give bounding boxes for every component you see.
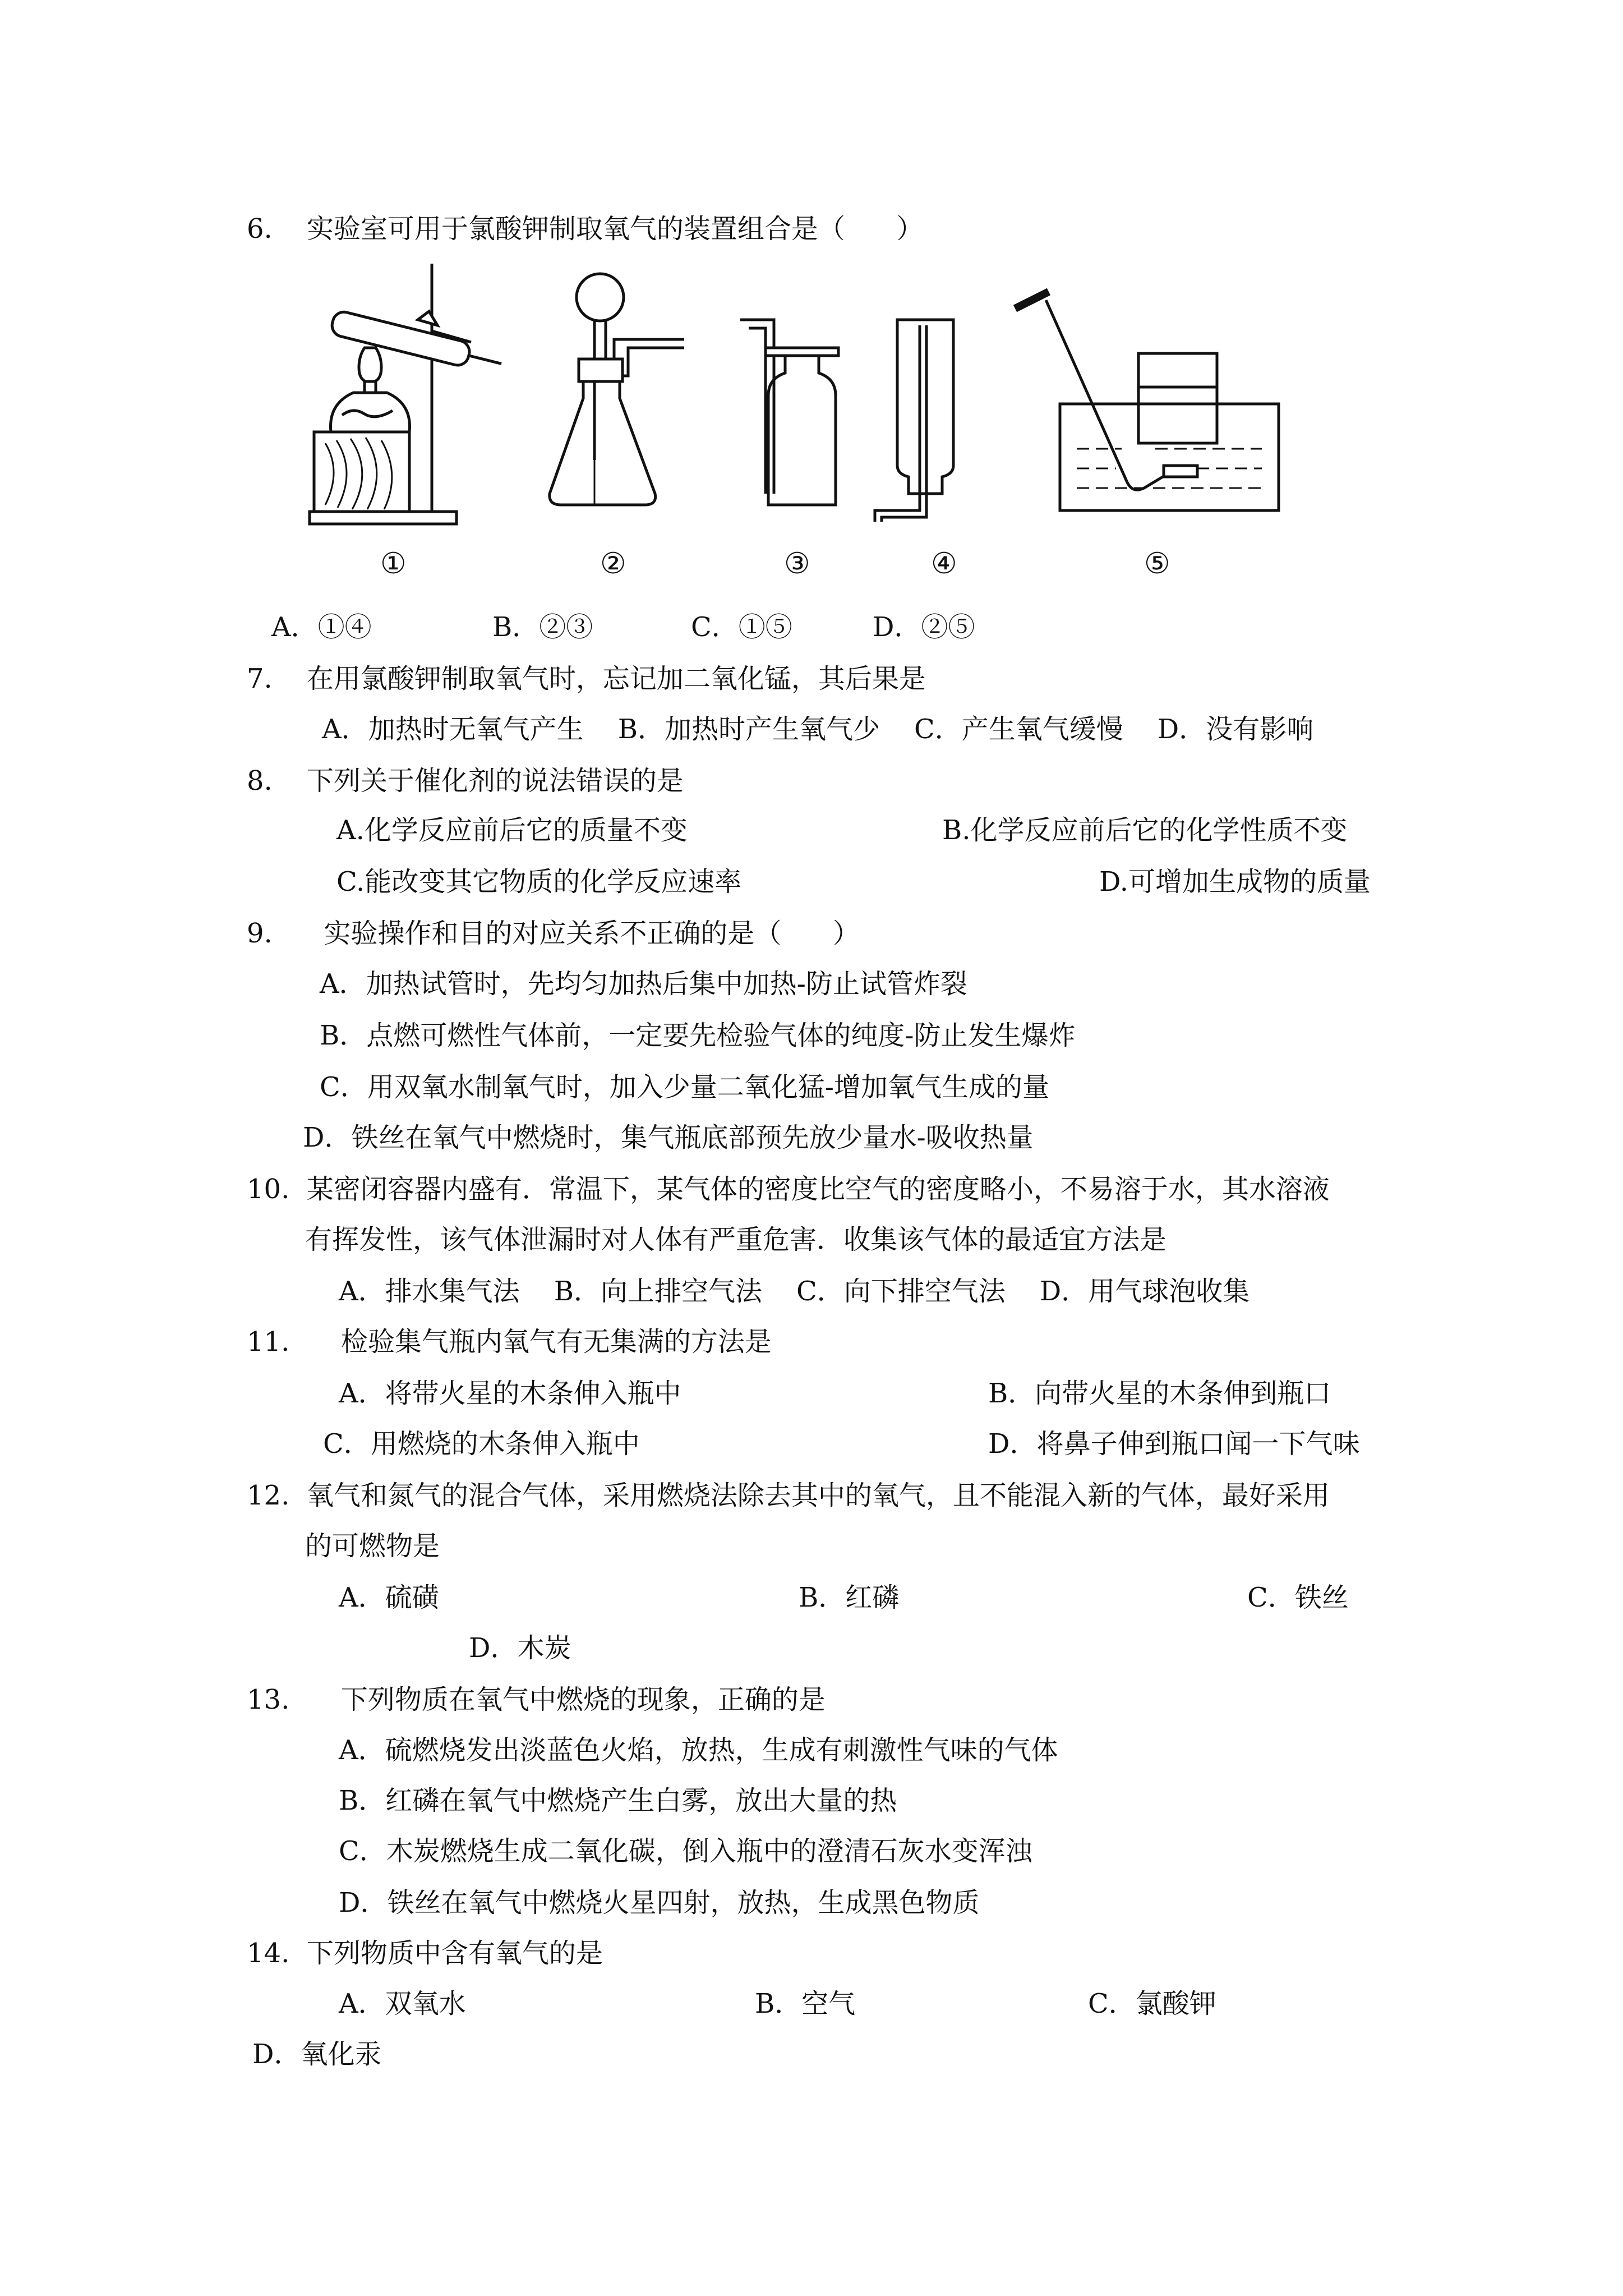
q6-option-d: D．②⑤ [873,611,975,643]
heating-apparatus-1 [310,264,504,524]
q10-options: A．排水集气法 B．向上排空气法 C．向下排空气法 D．用气球泡收集 [339,1276,1250,1307]
q10-stem-line1: 10. 某密闭容器内盛有．常温下，某气体的密度比空气的密度略小，不易溶于水，其水溶液 [247,1174,1330,1205]
inverted-bottle-apparatus-4 [875,320,953,522]
q10-stem-line2: 有挥发性，该气体泄漏时对人体有严重危害．收集该气体的最适宜方法是 [305,1224,1167,1255]
q9-option-a: A．加热试管时，先均匀加热后集中加热-防止试管炸裂 [320,968,967,1000]
q9-option-d: D．铁丝在氧气中燃烧时，集气瓶底部预先放少量水-吸收热量 [303,1122,1034,1153]
q11-option-c: C．用燃烧的木条伸入瓶中 [323,1428,640,1460]
q11-option-d: D．将鼻子伸到瓶口闻一下气味 [988,1428,1360,1460]
q12-option-a: A．硫磺 [339,1582,439,1613]
q6-option-c: C．①⑤ [691,611,792,643]
q13-stem: 13. 下列物质在氧气中燃烧的现象，正确的是 [247,1684,826,1715]
gas-bottle-apparatus-3 [740,320,838,505]
q14-option-b: B．空气 [755,1988,856,2019]
q14-option-a: A．双氧水 [339,1988,466,2019]
q9-stem: 9. 实验操作和目的对应关系不正确的是（ ） [247,918,860,949]
q12-stem-line2: 的可燃物是 [305,1530,440,1562]
q8-option-b: B.化学反应前后它的化学性质不变 [942,815,1348,846]
q7-stem: 7. 在用氯酸钾制取氧气时，忘记加二氧化锰，其后果是 [247,663,926,694]
q13-option-a: A．硫燃烧发出淡蓝色火焰，放热，生成有刺激性气味的气体 [339,1734,1058,1766]
figure-label-5: ⑤ [1144,547,1170,581]
apparatus-figure [303,258,1290,539]
q12-stem-line1: 12. 氧气和氮气的混合气体，采用燃烧法除去其中的氧气，且不能混入新的气体，最好采用 [247,1480,1330,1511]
q13-option-c: C．木炭燃烧生成二氧化碳，倒入瓶中的澄清石灰水变浑浊 [339,1835,1032,1867]
figure-label-2: ② [600,547,626,581]
q12-option-b: B．红磷 [799,1582,900,1613]
figure-label-4: ④ [931,547,957,581]
q9-option-c: C．用双氧水制氧气时，加入少量二氧化猛-增加氧气生成的量 [320,1071,1049,1103]
q11-option-a: A．将带火星的木条伸入瓶中 [339,1378,681,1409]
figure-label-1: ① [380,547,407,581]
q14-stem: 14. 下列物质中含有氧气的是 [247,1938,603,1969]
flask-apparatus-2 [550,274,684,505]
q8-option-d: D.可增加生成物的质量 [1099,866,1371,898]
q8-option-c: C.能改变其它物质的化学反应速率 [336,866,742,898]
q7-options: A．加热时无氧气产生 B．加热时产生氧气少 C．产生氧气缓慢 D．没有影响 [322,714,1314,745]
q14-option-c: C．氯酸钾 [1088,1988,1216,2019]
q13-option-d: D．铁丝在氧气中燃烧火星四射，放热，生成黑色物质 [339,1887,980,1918]
q8-option-a: A.化学反应前后它的质量不变 [336,815,688,846]
q12-option-c: C．铁丝 [1247,1582,1349,1613]
q14-option-d: D．氧化汞 [252,2039,382,2070]
water-trough-apparatus-5 [1015,292,1279,510]
q8-stem: 8. 下列关于催化剂的说法错误的是 [247,765,684,797]
q6-option-a: A．①④ [271,611,372,643]
figure-label-3: ③ [784,547,810,581]
q6-option-b: B．②③ [492,611,593,643]
q11-option-b: B．向带火星的木条伸到瓶口 [988,1378,1331,1409]
q9-option-b: B．点燃可燃性气体前，一定要先检验气体的纯度-防止发生爆炸 [320,1020,1076,1051]
q11-stem: 11. 检验集气瓶内氧气有无集满的方法是 [247,1326,772,1358]
q6-stem: 6. 实验室可用于氯酸钾制取氧气的装置组合是（ ） [247,213,924,245]
q13-option-b: B．红磷在氧气中燃烧产生白雾，放出大量的热 [339,1785,897,1816]
q12-option-d: D．木炭 [469,1632,571,1664]
